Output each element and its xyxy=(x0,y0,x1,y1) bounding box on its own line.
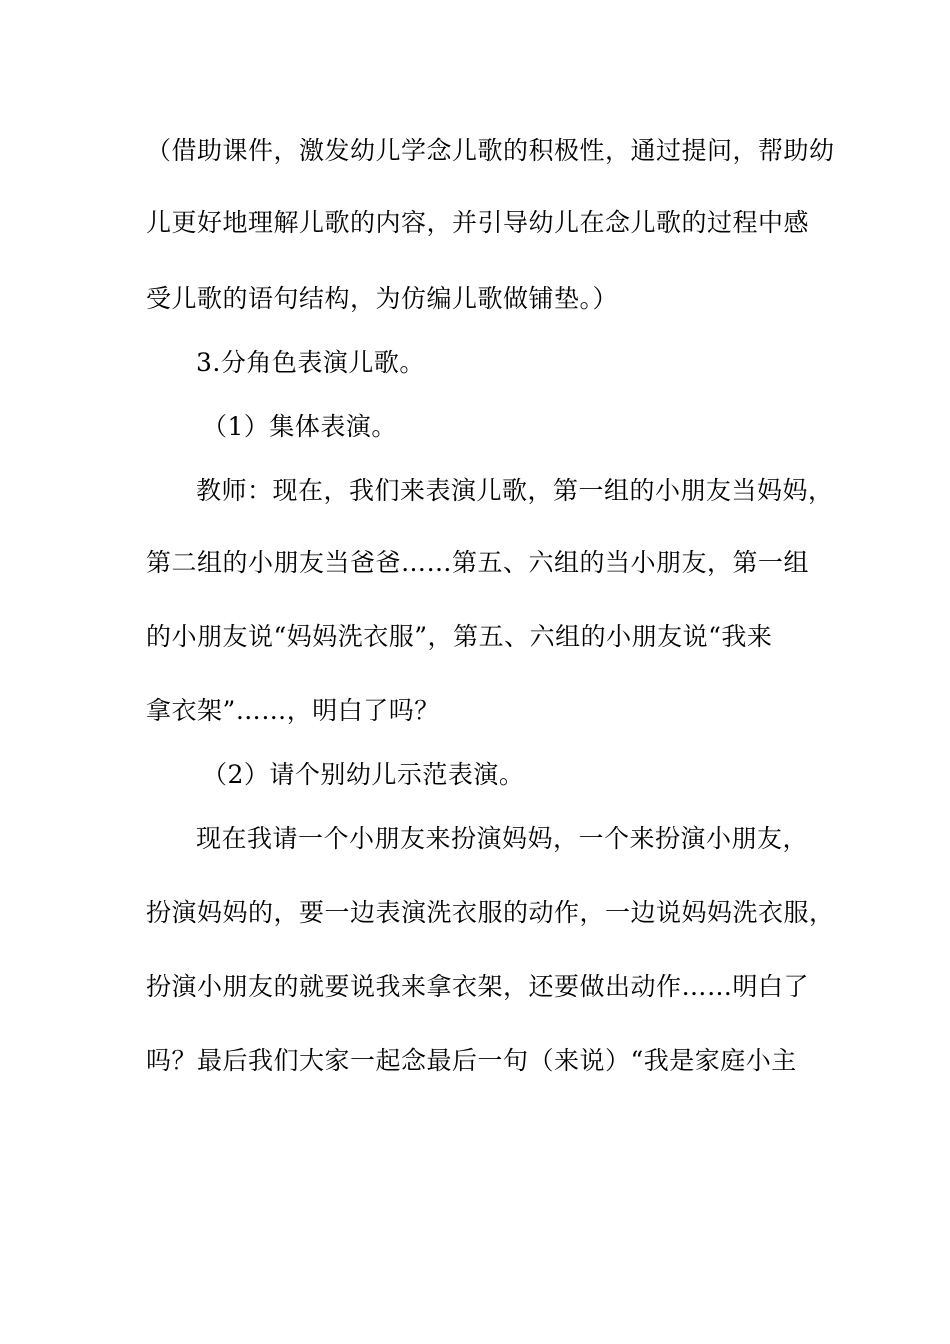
subsection-heading-1: （1）集体表演。 xyxy=(202,412,397,441)
paragraph-line-9: 扮演妈妈的，要一边表演洗衣服的动作，一边说妈妈洗衣服， xyxy=(146,898,835,927)
paragraph-line-5: 第二组的小朋友当爸爸……第五、六组的当小朋友，第一组 xyxy=(146,548,810,577)
paragraph-line-4: 教师：现在，我们来表演儿歌，第一组的小朋友当妈妈， xyxy=(196,476,834,505)
paragraph-line-10: 扮演小朋友的就要说我来拿衣架，还要做出动作……明白了 xyxy=(146,972,810,1001)
section-heading-3: 3.分角色表演儿歌。 xyxy=(196,348,425,377)
paragraph-line-11: 吗？最后我们大家一起念最后一句（来说）“我是家庭小主 xyxy=(146,1046,797,1075)
paragraph-line-7: 拿衣架”……，明白了吗？ xyxy=(146,696,440,725)
paragraph-line-8: 现在我请一个小朋友来扮演妈妈，一个来扮演小朋友， xyxy=(196,824,809,853)
paragraph-line-1: （借助课件，激发幼儿学念儿歌的积极性，通过提问，帮助幼 xyxy=(146,136,835,165)
paragraph-line-2: 儿更好地理解儿歌的内容，并引导幼儿在念儿歌的过程中感 xyxy=(146,208,810,237)
subsection-heading-2: （2）请个别幼儿示范表演。 xyxy=(202,760,525,789)
paragraph-line-3: 受儿歌的语句结构，为仿编儿歌做铺垫。） xyxy=(146,284,619,313)
paragraph-line-6: 的小朋友说“妈妈洗衣服”，第五、六组的小朋友说“我来 xyxy=(146,622,773,651)
